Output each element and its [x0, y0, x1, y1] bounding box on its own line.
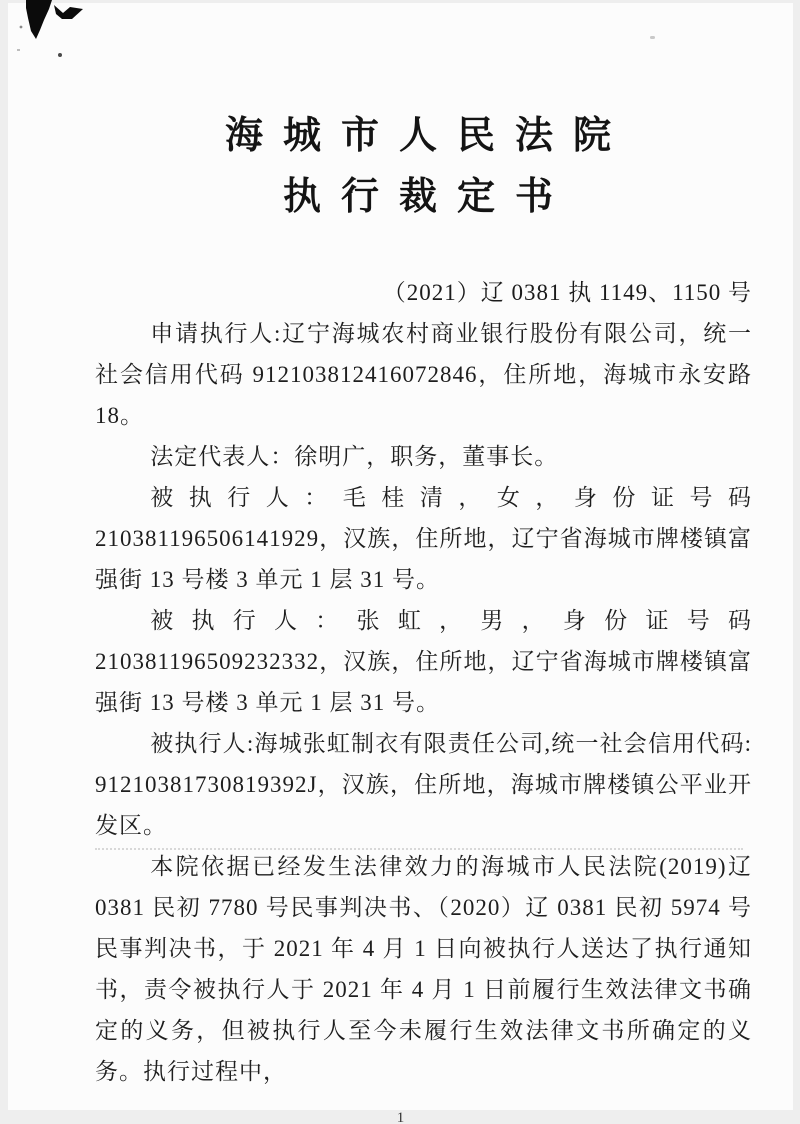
paragraph-ruling-basis: 本院依据已经发生法律效力的海城市人民法院(2019)辽 0381 民初 7780 号民事判决书、（2020）辽 0381 民初 5974 号民事判决书，于 2021 年 4 月 1 日向被执行人送达了执行通知书，责令被执行人于 2021 年 4 月 1 日前履行生效法律文书确定的义务，但被执行人至今未履行生效法律文书所确定的义务。执行过程中， [95, 854, 752, 1084]
paragraph-legal-representative: 法定代表人：徐明广，职务，董事长。 [150, 444, 559, 469]
page-number: 1 [396, 1110, 405, 1124]
document-page [8, 3, 793, 1124]
paragraph-respondent-1: 被执行人：毛桂清，女，身份证号码 210381196506141929，汉族，住所地，辽宁省海城市牌楼镇富强街 13 号楼 3 单元 1 层 31 号。 [95, 485, 752, 592]
scan-speck-top-right [650, 36, 655, 39]
paragraph-applicant: 申请执行人:辽宁海城农村商业银行股份有限公司，统一社会信用代码 912103812416072846，住所地，海城市永安路 18。 [95, 321, 752, 428]
scan-noise-dotted-line [95, 848, 743, 850]
corner-ink-blot [0, 0, 100, 60]
document-body [8, 313, 793, 1092]
scan-speck-left-edge [17, 49, 20, 51]
document-type-title: 执行裁定书 [282, 176, 573, 218]
paragraph-respondent-2: 被执行人：张虹，男，身份证号码 210381196509232332，汉族，住所地，辽宁省海城市牌楼镇富强街 13 号楼 3 单元 1 层 31 号。 [95, 608, 752, 715]
case-number: （2021）辽 0381 执 1149、1150 号 [382, 280, 752, 305]
scan-speck-below-blot [58, 53, 62, 57]
paragraph-respondent-3: 被执行人:海城张虹制衣有限责任公司,统一社会信用代码: 91210381730819392J，汉族，住所地，海城市牌楼镇公平业开发区。 [95, 731, 752, 838]
court-name-title: 海城市人民法院 [224, 115, 631, 157]
